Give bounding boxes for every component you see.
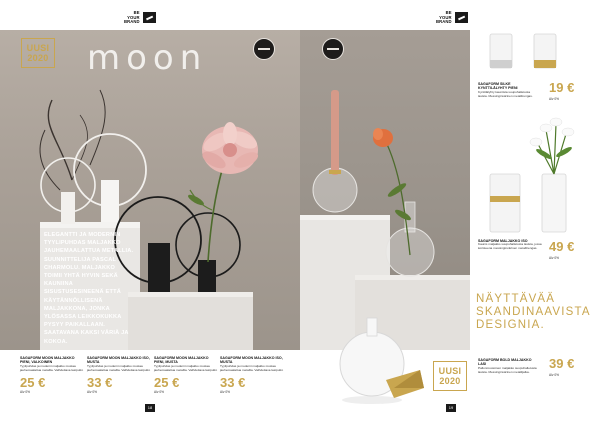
product-block [220,356,284,394]
brand-line3: BRAND [436,19,452,25]
product-block [478,239,542,251]
product-vat-note: Alv 0% [20,390,30,395]
product-text: Tyylipuhdas ja moderni maljakko mustaa jauhemaalattua metallia. Vaihdettava lasiputki. [154,363,218,372]
slogan-line1: NÄYTTÄVÄÄ [476,293,556,305]
product-price: 25 € [154,375,180,391]
product-price: 19 € [549,80,575,95]
brand-line3: BRAND [124,19,140,25]
brand-mark-right [436,11,468,25]
brand-line1: BE [445,10,452,15]
sagaform-round-logo-icon [253,38,275,60]
page-number-right: 19 [446,404,456,412]
product-price: 25 € [20,375,46,391]
vase-hero-photo [300,30,470,350]
product-vat-note: Alv 0% [549,373,559,377]
product-text: Kynttilälyhty kauniista suupuhalletusta lasista. Messinginvärinen metallirengas. [478,89,533,98]
product-name: SAGAFORM MALJAKKO ISO [478,239,528,243]
brand-mark-left [124,11,156,25]
product-name: SAGAFORM MOON MALJAKKO ISO, MUSTA [220,356,283,365]
product-block [478,358,540,374]
product-name: SAGAFORM BOLD MALJAKKO LASI [478,358,532,367]
brand-logo-icon [143,12,156,23]
product-price: 33 € [87,375,113,391]
badge-line1: UUSI [26,43,50,53]
bold-vase-product-image [334,314,434,406]
product-text: Tyylipuhdas ja moderni maljakko mustaa jauhemaalattua metallia. Vaihdettava lasiputki. [20,363,84,372]
page-number-left: 18 [145,404,155,412]
product-name: SAGAFORM MOON MALJAKKO PIENI, VALKOINEN [20,356,75,365]
product-name: SAGAFORM MOON MALJAKKO ISO, MUSTA [87,356,150,365]
brand-logo-icon [455,12,468,23]
brand-line2: YOUR [439,14,452,20]
product-text: Kaunis maljakko suupuhalletusta lasista, jossa koristeena messinginvärinen metallirengas. [478,242,542,251]
product-name: SAGAFORM SILKE KYNTTILÄLYHTY PIENI [478,82,518,91]
product-text: Tyylipuhdas ja moderni maljakko mustaa jauhemaalattua metallia. Vaihdettava lasiputki. [220,363,284,372]
sagaform-round-logo-icon [322,38,344,60]
product-price: 39 € [549,356,575,371]
brand-line2: YOUR [127,14,140,20]
product-vat-note: Alv 0% [154,390,164,395]
product-name: SAGAFORM MOON MALJAKKO PIENI, MUSTA [154,356,209,365]
product-vat-note: Alv 0% [549,256,559,260]
new-2020-badge [21,38,55,68]
slogan [476,293,591,332]
lantern-product-images [484,30,574,74]
product-block [154,356,218,394]
slogan-line3: DESIGNIA. [476,319,545,331]
collection-title: moon [87,38,208,78]
new-2020-badge [433,361,467,391]
vase-scene-illustration [300,30,470,350]
badge-line2: 2020 [439,376,461,386]
product-block [20,356,84,394]
product-vat-note: Alv 0% [87,390,97,395]
product-price: 33 € [220,375,246,391]
collection-description: ELEGANTTI JA MODERNIN TYYLIPUHDAS MALJAKKO JAUHEMAALATTUA METALLIA. SUUNNITTELIJA PASCAL CHARMOLU. MALJAKKO TOIMII YHTÄ HYVIN SEKÄ KAUNIINA SISUSTUSESINEENÄ ETTÄ KÄYTÄNNÖLLISENÄ MALJAKKONA, JONKA YLÖSASSA LEIKKOKUKKA PYSYY PAIKALLAAN. SAATAVANA KAKSI VÄRIÄ JA KOKOA. [44,232,134,345]
product-block [478,82,540,98]
product-price: 49 € [549,239,575,254]
product-text: Tyylipuhdas ja moderni maljakko mustaa jauhemaalattua metallia. Vaihdettava lasiputki. [87,363,151,372]
product-block [87,356,151,394]
slogan-line2: SKANDINAAVISTA [476,306,591,318]
vase-with-flowers-product-image [484,110,584,238]
badge-line1: UUSI [438,366,462,376]
product-text: Pallonmuotoinen maljakko suupuhalletusta lasista. Messinginvärinen metallijalka. [478,365,537,374]
product-vat-note: Alv 0% [549,97,559,101]
product-vat-note: Alv 0% [220,390,230,395]
badge-line2: 2020 [27,53,49,63]
brand-line1: BE [133,10,140,15]
